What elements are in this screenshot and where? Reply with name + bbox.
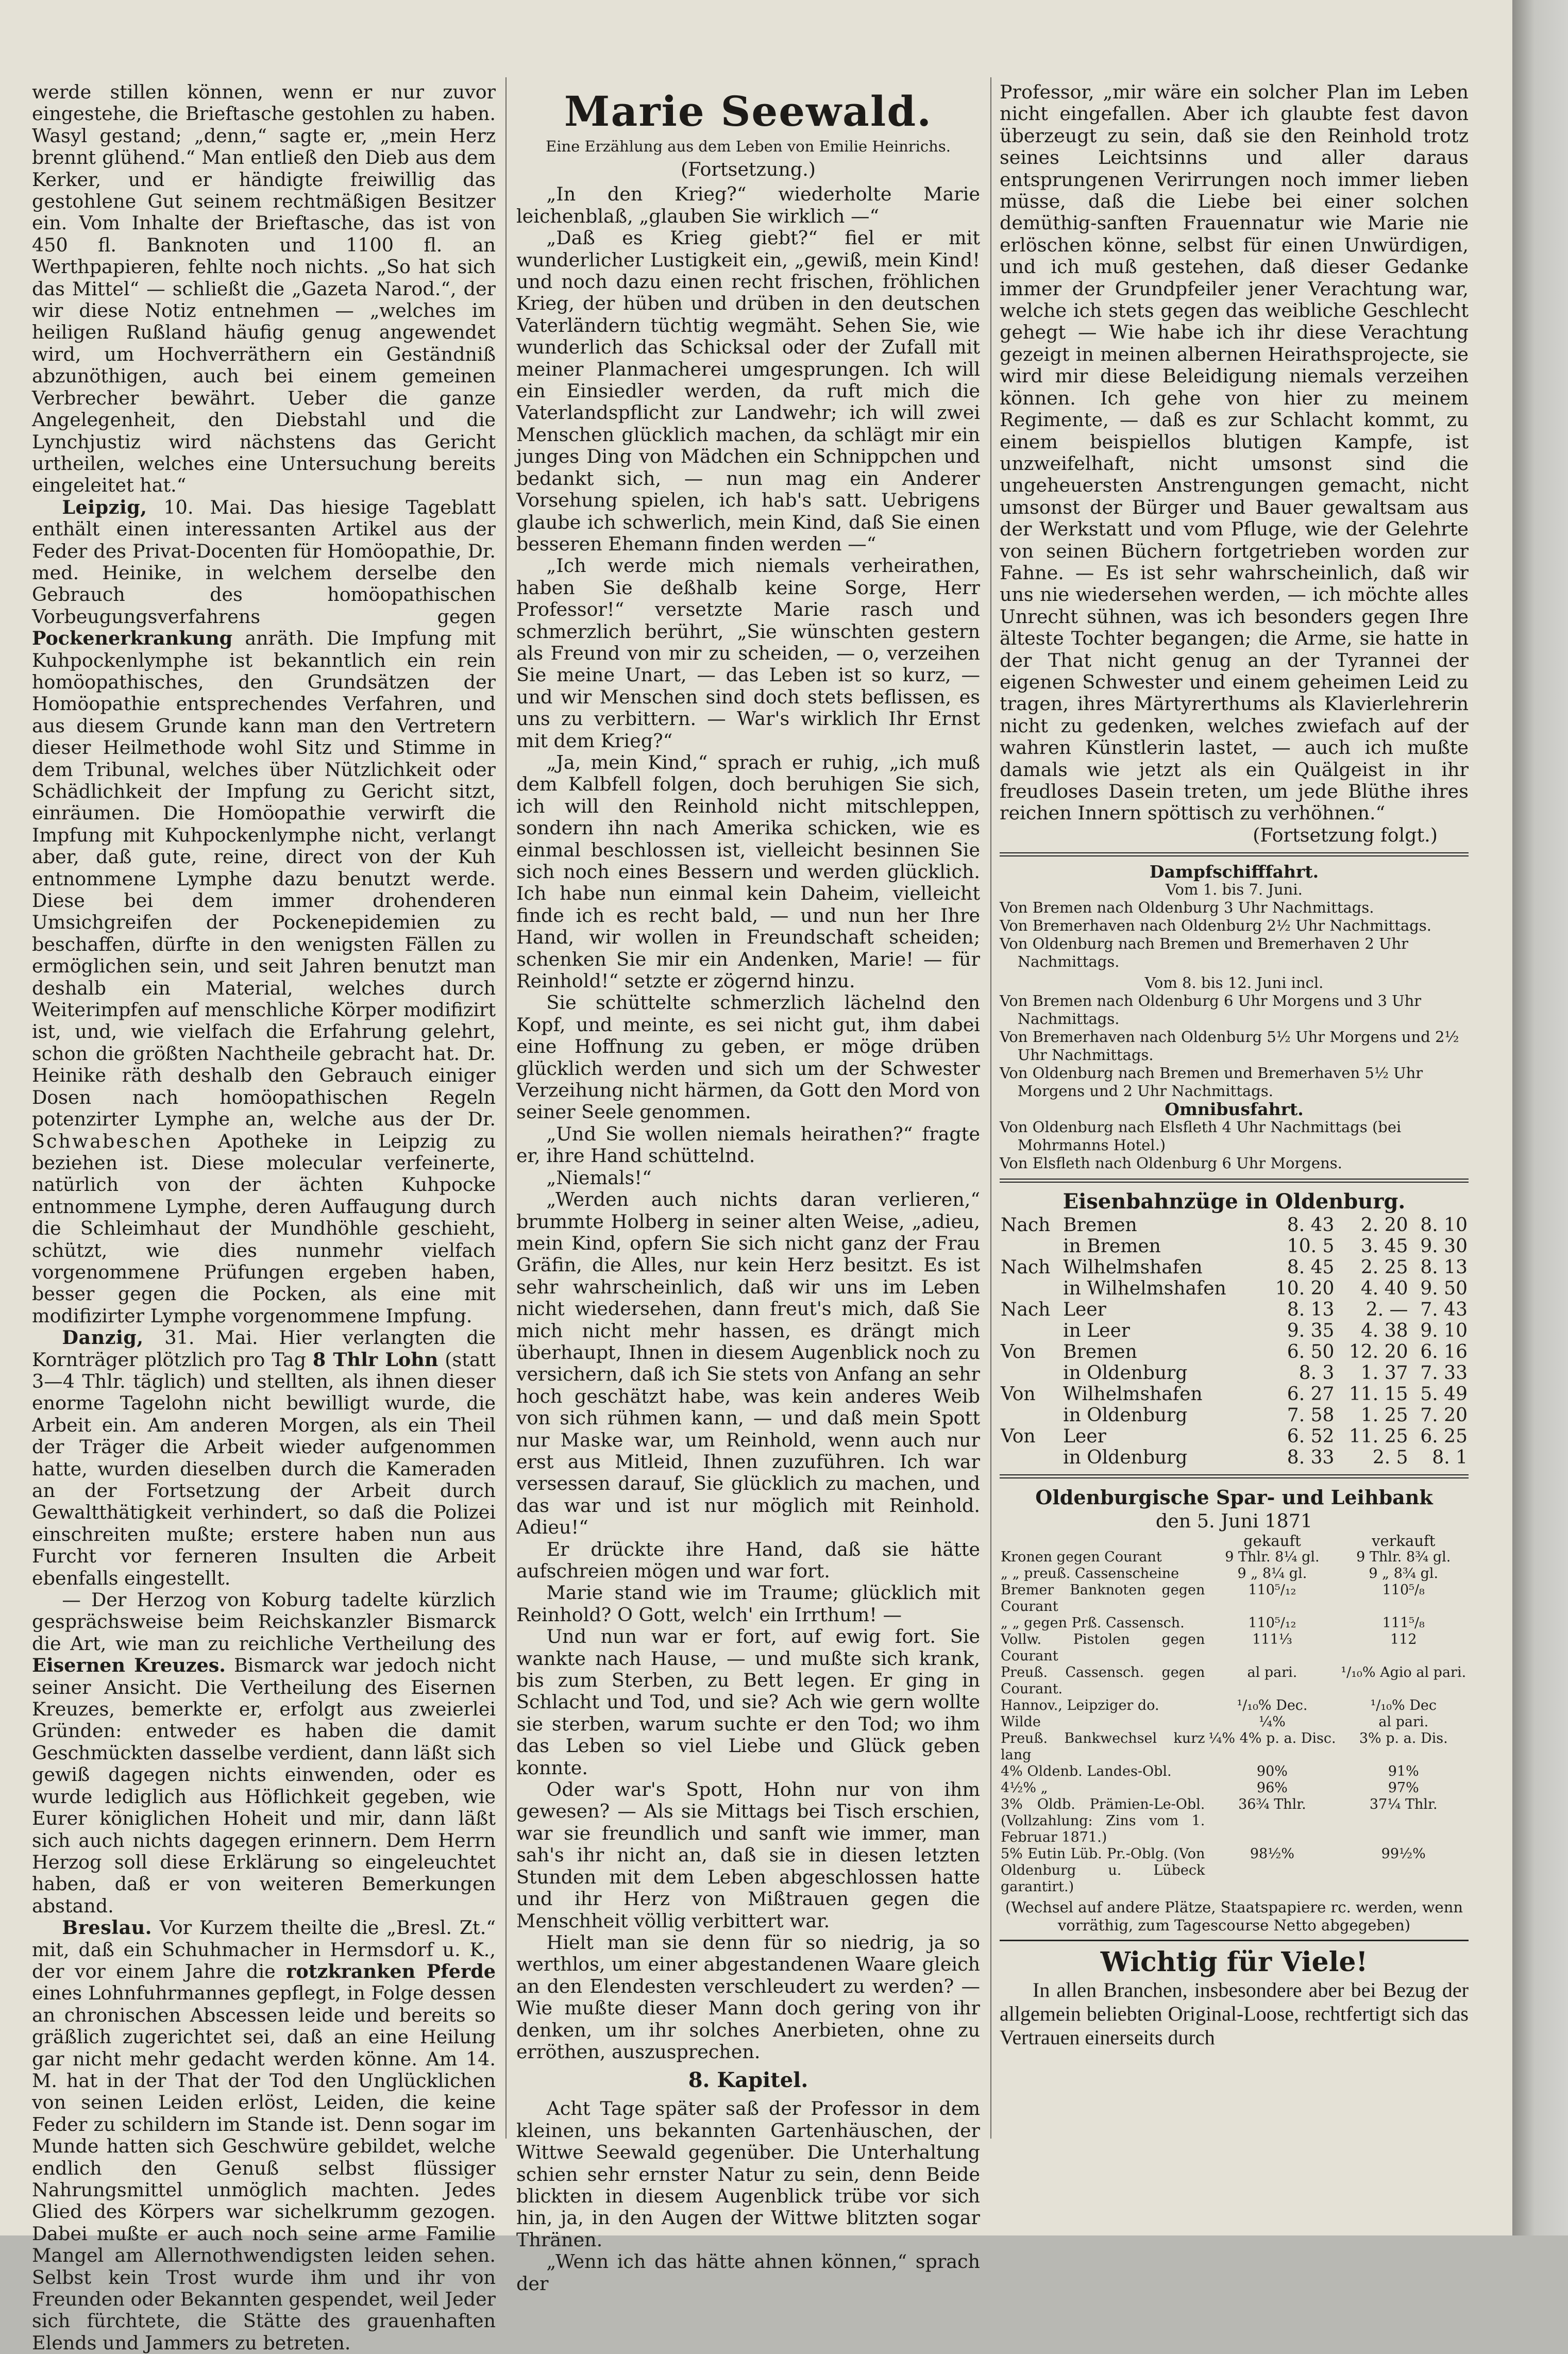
- train-time-2: 11. 25: [1349, 1426, 1408, 1448]
- train-station: in Wilhelmshafen: [1063, 1278, 1226, 1300]
- bank-sold: 97%: [1388, 1779, 1419, 1796]
- steamer-list-1: [1000, 899, 1469, 971]
- column-divider: [990, 77, 991, 2139]
- bank-row: [1000, 1582, 1469, 1615]
- bank-sold: al pari.: [1378, 1713, 1429, 1730]
- article-text: Apotheke in Leipzig zu beziehen ist. Diese molecular verfeinerte, natürlich von der ächten Kuhpocke entnommene Lymphe, deren Auffaugung durch die Schleimhaut der Mundhöhle geschieht, schützt, wie dies nunmehr vielfach vorgenommene Prüfungen ergeben haben, besser gegen die Pocken, als eine mit modifizirter Lymphe vorgenommene Impfung.: [32, 1130, 496, 1327]
- bank-row: [1000, 1730, 1469, 1763]
- train-direction: [1000, 1236, 1062, 1257]
- train-row: [1000, 1363, 1469, 1384]
- story-paragraph: „Und Sie wollen niemals heirathen?“ fragte er, ihre Hand schüttelnd.: [516, 1122, 980, 1167]
- bank-date: den 5. Juni 1871: [1155, 1510, 1313, 1533]
- omnibus-line: Von Oldenburg nach Elsfleth 4 Uhr Nachmittags (bei Mohrmanns Hotel.): [1000, 1118, 1402, 1154]
- train-time-2: 12. 20: [1349, 1341, 1408, 1363]
- story-paragraph: Sie schüttelte schmerzlich lächelnd den Kopf, und meinte, es sei nicht gut, ihm dabei eine Hoffnung zu geben, er möge drüben glücklich werden und sich um der Schwester Verzeihung nicht härmen, da Gott den Mord von seiner Seele genommen.: [516, 991, 980, 1123]
- train-time-1: 6. 27: [1287, 1384, 1335, 1405]
- steamer-period-2: Vom 8. bis 12. Juni incl.: [1144, 974, 1324, 992]
- article-text: 31. Mai. Hier verlangten die Kornträger plötzlich pro Tag: [32, 1326, 496, 1371]
- bank-row: [1000, 1714, 1469, 1730]
- train-time-1: 6. 50: [1287, 1341, 1335, 1363]
- train-station: in Oldenburg: [1063, 1447, 1188, 1469]
- train-station: Bremen: [1063, 1215, 1137, 1236]
- bank-item: „ „ gegen Prß. Cassensch.: [1001, 1615, 1185, 1631]
- train-time-2: 2. 5: [1372, 1447, 1408, 1469]
- bank-bought: 111⅓: [1252, 1631, 1292, 1647]
- bank-row: [1000, 1549, 1469, 1566]
- bank-item: Hannov., Leipziger do.: [1001, 1697, 1159, 1713]
- train-time-1: 8. 3: [1299, 1363, 1335, 1384]
- story-paragraph: „Ja, mein Kind,“ sprach er ruhig, „ich muß dem Kalbfell folgen, doch beruhigen Sie sich, ich will den Reinhold nicht mitschleppen, sondern ihn nach Amerika schicken, wie es einmal beschlossen ist, vielleicht besinnen Sie sich noch eines Bessern und werden glücklich. Ich habe nun einmal kein Daheim, vielleicht finde ich es recht bald, — und nun her Ihre Hand, wir wollen in Freundschaft scheiden; schenken Sie mir ein Andenken, Marie! — für Reinhold!“ setzte er zögernd hinzu.: [516, 751, 980, 993]
- dateline-danzig: Danzig,: [62, 1326, 144, 1349]
- train-time-1: 6. 52: [1287, 1426, 1335, 1448]
- ad-text: In allen Branchen, insbesondere aber bei Bezug der allgemein beliebten Original-Loose, rechtfertigt sich das Vertrauen einerseits durch: [1000, 1978, 1469, 2049]
- section-divider: [1000, 852, 1469, 856]
- bank-sold: ¹/₁₀% Agio al pari.: [1341, 1664, 1466, 1680]
- train-time-1: 7. 58: [1287, 1405, 1335, 1426]
- train-row: [1000, 1236, 1469, 1257]
- train-time-2: 2. 20: [1360, 1215, 1408, 1236]
- train-title: Eisenbahnzüge in Oldenburg.: [1063, 1189, 1406, 1214]
- bank-bought: 96%: [1256, 1779, 1288, 1796]
- bank-row: [1000, 1763, 1469, 1780]
- page-edge: [1512, 0, 1568, 2235]
- bank-bought: ¹/₁₀% Dec.: [1237, 1697, 1308, 1713]
- story-paragraph: „In den Krieg?“ wiederholte Marie leichenblaß, „glauben Sie wirklich —“: [516, 183, 980, 227]
- story-text: [516, 183, 980, 2063]
- bank-item: „ „ preuß. Cassenscheine: [1001, 1565, 1179, 1582]
- bank-rates: [1000, 1485, 1469, 1934]
- train-direction: Von: [1001, 1426, 1036, 1448]
- bank-row: [1000, 1780, 1469, 1796]
- train-time-2: 4. 40: [1360, 1278, 1408, 1300]
- feuilleton-column: [516, 81, 980, 2295]
- train-time-3: 7. 20: [1420, 1405, 1468, 1426]
- bank-item: Vollw. Pistolen gegen Courant: [1001, 1631, 1205, 1664]
- column-divider: [505, 77, 507, 2139]
- train-row: [1000, 1299, 1469, 1320]
- story-continued: Professor, „mir wäre ein solcher Plan im Leben nicht eingefallen. Aber ich glaubte fest davon überzeugt zu sein, daß sie den Reinhold trotz seines Leichtsinns und aller daraus entsprungenen Verirrungen noch immer lieben müsse, daß die Liebe bei einer solchen demüthig-sanften Frauennatur wie Marie nie erlöschen könne, selbst für einen Unwürdigen, und ich muß gestehen, daß dieser Gedanke immer der Grundpfeiler jener Verachtung war, welche ich stets gegen das weibliche Geschlecht gehegt — Wie habe ich ihr diese Verachtung gezeigt in meinen albernen Heirathsprojecte, sie wird mir diese Beleidigung niemals verzeihen können. Ich gehe von hier zu meinem Regimente, — daß es zur Schlacht kommt, zu einem beispiellos blutigen Kampfe, ist unzweifelhaft, nicht umsonst sind die ungeheuersten Anstrengungen gemacht, nicht umsonst der Bürger und Bauer gewaltsam aus der Werkstatt und vom Pfluge, wie der Gelehrte von seinen Büchern fortgetrieben worden zur Fahne. — Es ist sehr wahrscheinlich, daß wir uns nie wiedersehen werden, — ich möchte alles Unrecht sühnen, was ich besonders gegen Ihre älteste Tochter begangen; die Arme, sie hatte in der That nicht genug an der Tyrannei der eigenen Schwester und einem geheimen Leid zu tragen, ihres Märtyrerthums als Klavierlehrerin nicht zu gedenken, welches zwiefach auf der wahren Künstlerin lastet, — auch ich mußte damals wie jetzt als ein Quälgeist in ihr freudloses Dasein treten, um jede Blüthe ihres reichen Innern spöttisch zu verhöhnen.“: [1000, 81, 1469, 825]
- story-subtitle: Eine Erzählung aus dem Leben von Emilie Heinrichs.: [546, 138, 951, 155]
- article-text: Vor Kurzem theilte die „Bresl. Zt.“ mit, daß ein Schuhmacher in Hermsdorf u. K., der vor einem Jahre die: [32, 1916, 496, 1982]
- bank-bought: 9 Thlr. 8¼ gl.: [1225, 1549, 1320, 1565]
- steamer-line: Von Bremen nach Oldenburg 3 Uhr Nachmittags.: [1000, 899, 1374, 917]
- story-paragraph: Oder war's Spott, Hohn nur von ihm gewesen? — Als sie Mittags bei Tisch erschien, war sie freundlich und sanft wie immer, man sah's ihr nicht an, daß sie in diesen letzten Stunden mit dem Leben abgeschlossen hatte und ihr Herz von Mißtrauen gegen die Menschheit völlig verbittert war.: [516, 1778, 980, 1932]
- train-time-2: 11. 15: [1349, 1384, 1408, 1405]
- article-text: Bismarck war jedoch nicht seiner Ansicht. Die Vertheilung des Eisernen Kreuzes, bemerkte er, erfolgt aus zweierlei Gründen: entweder es haben die damit Geschmückten dasselbe verdient, dann läßt sich gewiß dagegen nichts einwenden, oder es wurde lediglich aus Höflichkeit gegeben, wie Eurer königlichen Hoheit und mir, dann läßt sich auch nichts dagegen erinnern. Dem Herrn Herzog soll diese Erklärung so eingeleuchtet haben, daß er von weiteren Bemerkungen abstand.: [32, 1654, 496, 1917]
- story-paragraph: Er drückte ihre Hand, daß sie hätte aufschreien mögen und war fort.: [516, 1538, 980, 1582]
- bank-bought: al pari.: [1247, 1664, 1297, 1680]
- train-station: in Leer: [1063, 1320, 1130, 1342]
- article-text: (statt 3—4 Thlr. täglich) und stellten, als ihnen dieser enorme Tagelohn nicht bewilligt wurde, die Arbeit ein. Am anderen Morgen, als ein Theil der Träger die Arbeit wieder aufgenommen hatte, wurden dieselben durch die Kameraden an der Fortsetzung der Arbeit durch Gewaltthätigkeit verhindert, so daß die Polizei einschreiten mußte; erstere haben nun aus Furcht vor ferneren Insulten die Arbeit ebenfalls eingestellt.: [32, 1348, 496, 1589]
- train-timetable: [1000, 1189, 1469, 1468]
- bank-sold: 3% p. a. Dis.: [1359, 1730, 1448, 1746]
- train-direction: [1000, 1405, 1062, 1426]
- train-row: [1000, 1405, 1469, 1426]
- train-row: [1000, 1426, 1469, 1447]
- bank-item: 3% Oldb. Prämien-Le-Obl. (Vollzahlung: Zins vom 1. Februar 1871.): [1001, 1796, 1205, 1845]
- train-time-3: 6. 16: [1420, 1341, 1468, 1363]
- ad-title: Wichtig für Viele!: [1100, 1946, 1368, 1978]
- train-time-3: 9. 30: [1420, 1236, 1468, 1257]
- train-time-3: 9. 10: [1420, 1320, 1468, 1342]
- bank-row: [1000, 1846, 1469, 1895]
- article-text: anräth. Die Impfung mit Kuhpockenlymphe ist bekanntlich ein rein homöopathisches, den Grundsätzen der Homöopathie entsprechendes Verfahren, und aus diesem Grunde kann man den Vertretern dieser Heilmethode wohl Sitz und Stimme in dem Tribunal, welches über Nützlichkeit oder Schädlichkeit der Impfung zu Gericht sitzt, einräumen. Die Homöopathie verwirft die Impfung mit Kuhpockenlymphe nicht, verlangt aber, daß gute, reine, direct von der Kuh entnommene Lymphe dazu benutzt werde. Diese bei dem immer drohenderen Umsichgreifen der Pockenepidemien zu beschaffen, dürfte in den wenigsten Fällen zu ermöglichen sein, und seit Jahren benutzt man deshalb ein Material, welches durch Weiterimpfen auf menschliche Körper modifizirt ist, und, wie vielfach die Erfahrung gelehrt, schon die größten Nachtheile gebracht hat. Dr. Heinike räth deshalb den Gebrauch einiger Dosen nach homöopathischen Regeln potenzirter Lymphe an, welche aus der Dr.: [32, 627, 496, 1131]
- bank-row: [1000, 1615, 1469, 1632]
- train-table: [1000, 1215, 1469, 1468]
- story-paragraph: „Niemals!“: [546, 1166, 652, 1189]
- bank-bought: ¼% 4% p. a. Disc.: [1208, 1730, 1336, 1746]
- bank-sold: ¹/₁₀% Dec: [1370, 1697, 1437, 1713]
- bank-sold: 99½%: [1381, 1845, 1426, 1862]
- train-direction: Nach: [1001, 1299, 1051, 1321]
- bank-bought: 110⁵/₁₂: [1248, 1615, 1296, 1631]
- story-paragraph: „Werden auch nichts daran verlieren,“ brummte Holberg in seiner alten Weise, „adieu, mein Kind, opfern Sie sich nicht ganz der Frau Gräfin, die Alles, nur kein Herz besitzt. Es ist sehr wahrscheinlich, daß wir uns im Leben nicht wiedersehen, dann freut's mich, daß Sie mich nicht mehr hassen, es drängt mich überhaupt, Ihnen in diesem Augenblick noch zu versichern, daß ich Sie stets von Anfang an sehr hoch geschätzt habe, was kein anderes Weib von sich rühmen kann, — und daß mein Spott nur Maske war, um Reinhold, wenn auch nur erst aus Mitleid, Ihnen zuzuführen. Ich war versessen darauf, Sie glücklich zu machen, und das war und ist nur möglich mit Reinhold. Adieu!“: [516, 1188, 980, 1539]
- train-time-1: 10. 5: [1287, 1236, 1335, 1257]
- steamer-line: Von Bremen nach Oldenburg 6 Uhr Morgens und 3 Uhr Nachmittags.: [1000, 992, 1422, 1028]
- emphasis: Eisernen Kreuzes.: [32, 1654, 226, 1677]
- train-row: [1000, 1384, 1469, 1405]
- emphasis: Pockenerkrankung: [32, 627, 233, 650]
- article-text: — Der Herzog von Koburg tadelte kürzlich gesprächsweise beim Reichskanzler Bismarck die Art, wie man zu reichliche Vertheilung des: [32, 1589, 496, 1655]
- omnibus-line: Von Elsfleth nach Oldenburg 6 Uhr Morgens.: [1000, 1154, 1342, 1172]
- news-item-koburg: [32, 1589, 496, 1917]
- steamer-title: Dampfschifffahrt.: [1149, 862, 1319, 882]
- train-time-2: 2. 25: [1360, 1257, 1408, 1279]
- train-time-1: 10. 20: [1275, 1278, 1335, 1300]
- train-direction: Von: [1001, 1384, 1036, 1405]
- omnibus-title: Omnibusfahrt.: [1165, 1099, 1304, 1120]
- train-row: [1000, 1320, 1469, 1341]
- train-time-3: 7. 43: [1420, 1299, 1468, 1321]
- bank-item: Wilde: [1001, 1713, 1041, 1730]
- train-time-2: 1. 37: [1360, 1363, 1408, 1384]
- emphasis: 8 Thlr Lohn: [312, 1348, 439, 1371]
- bank-sold: 110⁵/₈: [1382, 1582, 1425, 1598]
- dateline-leipzig: Leipzig,: [62, 496, 147, 518]
- bank-row: [1000, 1796, 1469, 1846]
- story-paragraph: „Wenn ich das hätte ahnen können,“ sprach der: [516, 2250, 980, 2295]
- train-station: Bremen: [1063, 1341, 1137, 1363]
- train-row: [1000, 1278, 1469, 1299]
- news-item-breslau: [32, 1917, 496, 2354]
- train-direction: [1000, 1320, 1062, 1341]
- bank-bought: 9 „ 8¼ gl.: [1237, 1565, 1307, 1582]
- bank-row: [1000, 1566, 1469, 1582]
- train-station: in Oldenburg: [1063, 1363, 1188, 1384]
- bank-sold: 112: [1390, 1631, 1417, 1647]
- bank-bought: 98½%: [1250, 1845, 1295, 1862]
- train-row: [1000, 1215, 1469, 1236]
- train-station: Leer: [1063, 1426, 1106, 1448]
- chapter-heading: 8. Kapitel.: [688, 2068, 808, 2093]
- advertisement: [1000, 1946, 1469, 2049]
- bank-col-sold: verkauft: [1372, 1532, 1436, 1550]
- train-station: Leer: [1063, 1299, 1106, 1321]
- news-column-left: [32, 81, 496, 2354]
- train-time-1: 8. 33: [1287, 1447, 1335, 1469]
- train-station: Wilhelmshafen: [1063, 1257, 1203, 1279]
- story-paragraph: Und nun war er fort, auf ewig fort. Sie wankte nach Hause, — und mußte sich krank, bis zum Sterben, zu Bett legen. Er ging in Schlacht und Tod, und sie? Ach wie gern wollte sie sterben, warum suchte er den Tod; wo ihm das Leben so viel Liebe und Glück geben konnte.: [516, 1625, 980, 1779]
- steamer-schedule: [1000, 863, 1469, 1172]
- train-time-3: 7. 33: [1420, 1363, 1468, 1384]
- story-paragraph: Hielt man sie denn für so niedrig, ja so werthlos, um einer abgestandenen Waare gleich an den Elendesten verschleudert zu werden? — Wie mußte dieser Mann doch gering von ihr denken, um ihr solches Anerbieten, ohne zu erröthen, auszusprechen.: [516, 1931, 980, 2063]
- bank-bought: 90%: [1256, 1763, 1288, 1779]
- to-be-continued: (Fortsetzung folgt.): [1253, 823, 1438, 846]
- article-text: eines Lohnfuhrmannes gepflegt, in Folge dessen an chronischen Abscessen leide und bereits so gräßlich zugerichtet sei, daß an eine Heilung gar nicht mehr gedacht werden könne. Am 14. M. hat in der That der Tod den Unglücklichen von seinen Leiden erlöst, Leiden, die keine Feder zu schildern im Stande ist. Denn sogar im Munde hatten sich Geschwüre gebildet, welche endlich den Genuß selbst flüssiger Nahrungsmittel unmöglich machten. Jedes Glied des Körpers war sichelkrumm gezogen. Dabei mußte er auch noch seine arme Familie Mangel am Allernothwendigsten leiden sehen. Selbst kein Trost wurde ihm und ihr von Freunden oder Bekannten gespendet, weil Jeder sich fürchtete, die Stätte des grauenhaften Elends und Jammers zu betreten.: [32, 1982, 496, 2354]
- bank-item: 4½% „: [1001, 1779, 1048, 1796]
- story-continuation: (Fortsetzung.): [680, 158, 816, 180]
- story-title: Marie Seewald.: [564, 87, 933, 136]
- train-time-1: 8. 45: [1287, 1257, 1335, 1279]
- section-divider: [1000, 1179, 1469, 1183]
- bank-sold: 9 „ 8¾ gl.: [1369, 1565, 1439, 1582]
- bank-bought: 110⁵/₁₂: [1248, 1582, 1296, 1598]
- news-item-wasyl: werde stillen können, wenn er nur zuvor eingestehe, die Brieftasche gestohlen zu haben. Wasyl gestand; „denn,“ sagte er, „mein Herz brennt glühend.“ Man entließ den Dieb aus dem Kerker, und er händigte freiwillig das gestohlene Gut seinem rechtmäßigen Besitzer ein. Vom Inhalte der Brieftasche, das ist von 450 fl. Banknoten und 1100 fl. an Werthpapieren, fehlte noch nichts. „So hat sich das Mittel“ — schließt die „Gazeta Narod.“, der wir diese Notiz entnehmen — „welches im heiligen Rußland häufig genug angewendet wird, um Hochverräthern ein Geständniß abzunöthigen, auch bei einem gemeinen Verbrecher bewährt. Ueber die ganze Angelegenheit, den Diebstahl und die Lynchjustiz wird nächstens das Gericht urtheilen, welches eine Untersuchung bereits eingeleitet hat.“: [32, 81, 496, 497]
- bank-note: (Wechsel auf andere Plätze, Staatspapiere rc. werden, wenn vorräthig, zum Tagescourse Netto abgegeben): [1005, 1898, 1463, 1934]
- bank-col-bought: gekauft: [1243, 1532, 1301, 1550]
- bank-title: Oldenburgische Spar- und Leihbank: [1035, 1486, 1433, 1509]
- train-station: Wilhelmshafen: [1063, 1384, 1203, 1405]
- train-station: in Oldenburg: [1063, 1405, 1188, 1426]
- bank-item: Preuß. Bankwechsel kurz lang: [1001, 1730, 1205, 1763]
- train-direction: Nach: [1001, 1215, 1051, 1236]
- emphasis-spaced: Schwabeschen: [32, 1130, 192, 1152]
- train-direction: Nach: [1001, 1257, 1051, 1279]
- story-text-chapter: [516, 2098, 980, 2295]
- news-item-leipzig: [32, 497, 496, 1327]
- train-row: [1000, 1257, 1469, 1278]
- story-paragraph: Marie stand wie im Traume; glücklich mit Reinhold? O Gott, welch' ein Irrthum! —: [516, 1582, 980, 1626]
- train-time-2: 1. 25: [1360, 1405, 1408, 1426]
- train-time-2: 4. 38: [1360, 1320, 1408, 1342]
- train-time-3: 9. 50: [1420, 1278, 1468, 1300]
- train-time-3: 8. 10: [1420, 1215, 1468, 1236]
- bank-sold: 91%: [1388, 1763, 1419, 1779]
- section-divider: [1000, 1940, 1469, 1941]
- train-time-2: 3. 45: [1360, 1236, 1408, 1257]
- steamer-line: Von Bremerhaven nach Oldenburg 2½ Uhr Nachmittags.: [1000, 917, 1431, 935]
- bank-bought: ¼%: [1259, 1713, 1286, 1730]
- emphasis: rotzkranken Pferde: [286, 1960, 496, 1982]
- section-divider: [1000, 1474, 1469, 1478]
- bank-item: Preuß. Cassensch. gegen Courant.: [1001, 1664, 1205, 1697]
- train-row: [1000, 1447, 1469, 1468]
- bank-table: [1000, 1533, 1469, 1895]
- story-paragraph: „Daß es Krieg giebt?“ fiel er mit wunderlicher Lustigkeit ein, „gewiß, mein Kind! und noch dazu einen recht frischen, fröhlichen Krieg, der hüben und drüben in den deutschen Vaterländern tüchtig wegmäht. Sehen Sie, wie wunderlich das Schicksal oder der Zufall mit meiner Planmacherei umgesprungen. Ich will ein Einsiedler werden, da ruft mich die Vaterlandspflicht zur Landwehr; ich will zwei Menschen glücklich machen, da schlägt mir ein junges Ding von Mädchen ein Schnippchen und bedankt sich, — nun mag ein Anderer Vorsehung spielen, ich hab's satt. Uebrigens glaube ich schwerlich, mein Kind, daß Sie einen besseren Ehemann finden werden —“: [516, 227, 980, 555]
- train-time-3: 8. 13: [1420, 1257, 1468, 1279]
- bank-item: 4% Oldenb. Landes-Obl.: [1001, 1763, 1172, 1779]
- bank-bought: 36¾ Thlr.: [1238, 1796, 1306, 1812]
- steamer-line: Von Oldenburg nach Bremen und Bremerhaven 5½ Uhr Morgens und 2 Uhr Nachmittags.: [1000, 1064, 1423, 1100]
- train-row: [1000, 1341, 1469, 1363]
- bank-row: [1000, 1632, 1469, 1664]
- story-paragraph: „Ich werde mich niemals verheirathen, haben Sie deßhalb keine Sorge, Herr Professor!“ versetzte Marie rasch und schmerzlich berührt, „Sie wünschten gestern als Freund von mir zu scheiden, — o, verzeihen Sie meine Unart, — das Leben ist so kurz, — und wir Menschen sind doch stets beflissen, es uns zu verbittern. — War's wirklich Ihr Ernst mit dem Krieg?“: [516, 554, 980, 752]
- train-direction: [1000, 1363, 1062, 1384]
- train-time-1: 8. 43: [1287, 1215, 1335, 1236]
- train-direction: Von: [1001, 1341, 1036, 1363]
- steamer-list-2: [1000, 992, 1469, 1100]
- train-time-3: 8. 1: [1432, 1447, 1468, 1469]
- omnibus-list: [1000, 1118, 1469, 1172]
- bank-item: Kronen gegen Courant: [1001, 1549, 1162, 1565]
- train-time-3: 5. 49: [1420, 1384, 1468, 1405]
- train-station: in Bremen: [1063, 1236, 1161, 1257]
- steamer-period-1: Vom 1. bis 7. Juni.: [1166, 881, 1303, 899]
- train-time-1: 9. 35: [1287, 1320, 1335, 1342]
- steamer-line: Von Bremerhaven nach Oldenburg 5½ Uhr Morgens und 2½ Uhr Nachmittags.: [1000, 1028, 1459, 1064]
- dateline-breslau: Breslau.: [62, 1916, 153, 1939]
- bank-col-item: [1000, 1533, 1206, 1549]
- news-item-danzig: [32, 1327, 496, 1589]
- bank-sold: 111⁵/₈: [1382, 1615, 1425, 1631]
- bank-row: [1000, 1697, 1469, 1714]
- bank-sold: 37¼ Thlr.: [1369, 1796, 1438, 1812]
- bank-item: 5% Eutin Lüb. Pr.-Oblg. (Von Oldenburg u. Lübeck garantirt.): [1001, 1845, 1205, 1895]
- notices-column: [1000, 81, 1469, 2210]
- article-text: 10. Mai. Das hiesige Tageblatt enthält einen interessanten Artikel aus der Feder des Privat-Docenten für Homöopathie, Dr. med. Heinike, in welchem derselbe den Gebrauch des homöopathischen Vorbeugungsverfahrens gegen: [32, 496, 496, 628]
- train-time-1: 8. 13: [1287, 1299, 1335, 1321]
- steamer-line: Von Oldenburg nach Bremen und Bremerhaven 2 Uhr Nachmittags.: [1000, 935, 1409, 971]
- story-paragraph: Acht Tage später saß der Professor in dem kleinen, uns bekannten Gartenhäuschen, der Wittwe Seewald gegenüber. Die Unterhaltung schien sehr ernster Natur zu sein, denn Beide blickten in diesem Augenblick trübe vor sich hin, ja, in den Augen der Wittwe blitzten sogar Thränen.: [516, 2097, 980, 2251]
- train-direction: [1000, 1278, 1062, 1299]
- bank-sold: 9 Thlr. 8¾ gl.: [1356, 1549, 1451, 1565]
- train-direction: [1000, 1447, 1062, 1468]
- train-time-3: 6. 25: [1420, 1426, 1468, 1448]
- bank-item: Bremer Banknoten gegen Courant: [1001, 1582, 1205, 1615]
- train-time-2: 2. —: [1365, 1299, 1408, 1321]
- bank-row: [1000, 1664, 1469, 1697]
